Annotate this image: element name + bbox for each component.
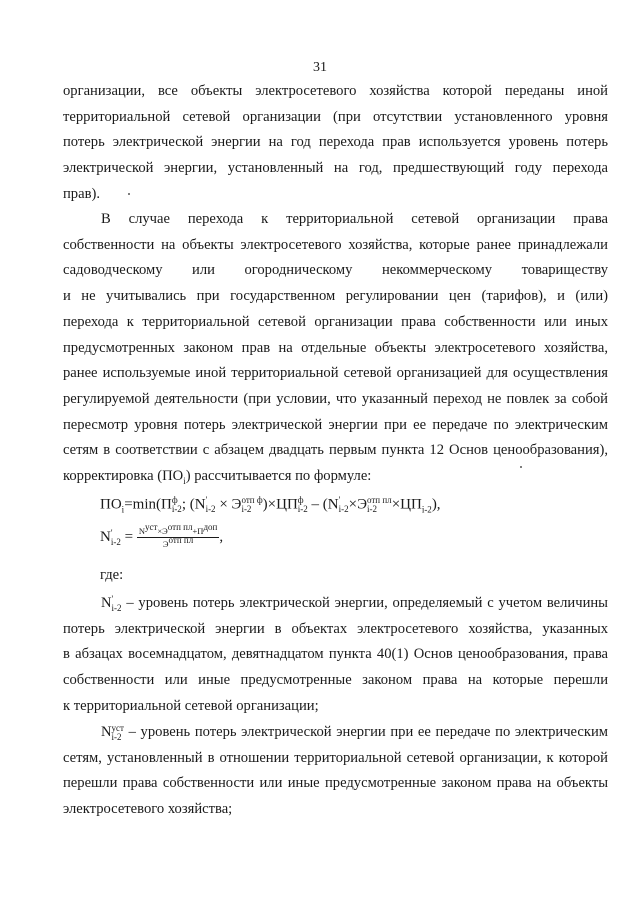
text-line: потерь электрической энергии на год перехода прав используется уровень потерь (63, 134, 608, 151)
text-line: В случае перехода к территориальной сетевой организации права (101, 211, 608, 227)
text-line: перехода к территориальной сетевой организации права собственности или иных (63, 313, 608, 330)
text-line: территориальной сетевой организации (при отсутствии установленного уровня (63, 108, 608, 125)
text-line: N ' i-2 – уровень потерь электрической энергии, определяемый с учетом величины (101, 593, 608, 613)
text-line: и не учитывались при государственном регулировании цен (тарифов), и (или) (63, 288, 608, 305)
text-line: регулируемой деятельности (при условии, что указанный переход не повлек за собой (63, 390, 608, 407)
paragraph-2 (63, 207, 608, 490)
definition-2 (63, 720, 608, 823)
definition-1 (63, 591, 608, 720)
text-line: потерь электрической энергии в объектах электросетевого хозяйства, указанных (63, 620, 608, 637)
text-line: в абзацах восемнадцатом, девятнадцатом пункта 40(1) Основ ценообразования, права (63, 646, 608, 663)
text-line: электросетевого хозяйства; (63, 801, 233, 818)
text-line: прав). (63, 185, 100, 202)
text-line: садоводческому или огородническому некоммерческому товариществу (63, 262, 608, 279)
scan-speck (520, 466, 522, 468)
text-line: N уст i-2 – уровень потерь электрической энергии при ее передаче по электрическим (101, 722, 608, 742)
text-line: сетям в соответствии с абзацем двадцать первым пункта 12 Основ ценообразования), (63, 442, 608, 459)
page-number: 31 (313, 60, 327, 75)
text-line: электрической энергии, установленный на год, предшествующий году перехода (63, 160, 608, 177)
text-line: ранее используемые иной территориальной сетевой организацией для осуществления (63, 365, 608, 382)
text-line: корректировка $(ПО_i)$ рассчитывается по формуле: (63, 468, 372, 486)
text-line: сетям, установленный в отношении территориальной сетевой организации, к которой (63, 749, 608, 766)
text-line: организации, все объекты электросетевого хозяйства которой переданы иной (63, 83, 608, 99)
text-line: собственности или иные предусмотренные законом права на которые перешли (63, 672, 608, 689)
fraction: $\frac{N^{уст}\times Э^{отп пл}+П^{доп}}{Э^{отп пл}}$ (138, 522, 218, 549)
formula-n: N ' i-2 = $\frac{N^{уст}\times Э^{отп пл}+П^{доп}}{Э^{отп пл}}$ , (100, 522, 224, 549)
text-line: пересмотр уровня потерь электрической энергии при ее передаче по электрическим (63, 416, 608, 433)
text-line: к территориальной сетевой организации; (63, 697, 319, 714)
scan-speck (128, 193, 130, 195)
text-line: собственности на объекты электросетевого хозяйства, которые ранее принадлежали (63, 236, 608, 253)
text-line: перешли права собственности или иные предусмотренные законом права на объекты (63, 775, 608, 792)
where-label: где: (100, 567, 124, 583)
text-line: предусмотренных законом прав на отдельные объекты электросетевого хозяйства, (63, 339, 608, 356)
paragraph-1 (63, 79, 608, 208)
formula-po: $ПО_i=\min(П$ ф i-2 ; (N ' i-2 × Э отп ф i-2 )×ЦП ф i-2 – (N ' i-2 ×Э отп пл i-2 $\times ЦП_{i-2}$), (100, 495, 441, 515)
